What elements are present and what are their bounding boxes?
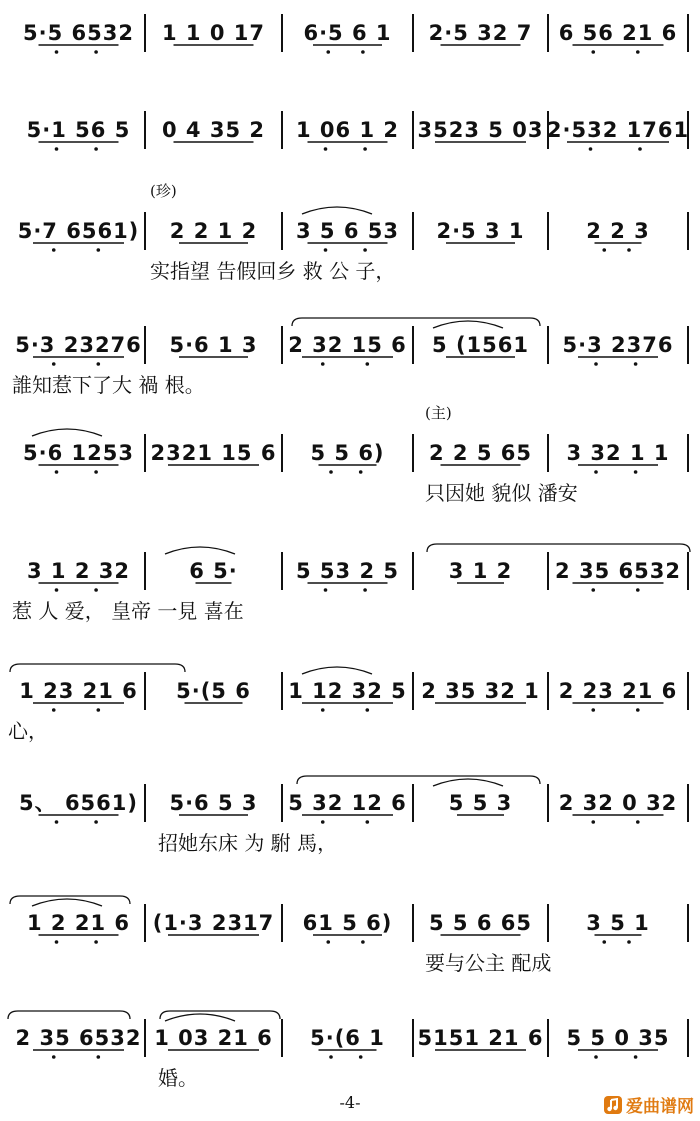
lyric-line: 誰知惹下了大 禍 根。 (12, 373, 205, 397)
octave-dot (636, 588, 640, 592)
octave-dot (591, 820, 595, 824)
octave-dot (55, 50, 59, 54)
measure-notes: 5·6 1 3 (169, 333, 258, 357)
octave-dot (97, 248, 101, 252)
octave-dot (366, 820, 370, 824)
measure-notes: 5·6 1253 (23, 441, 134, 465)
lyric-line: 实指望 告假回乡 救 公 子， (150, 259, 396, 283)
octave-dot (636, 708, 640, 712)
octave-dot (97, 362, 101, 366)
octave-dot (591, 588, 595, 592)
octave-dot (627, 248, 631, 252)
octave-dot (94, 940, 98, 944)
measure-notes: 2 2 5 65 (429, 441, 532, 465)
slur-arc (433, 321, 503, 328)
slur-arc (165, 547, 235, 554)
measure-notes: 3 32 1 1 (566, 441, 670, 465)
measure-notes: 0 4 35 2 (162, 118, 265, 142)
octave-dot (321, 820, 325, 824)
measure-notes: 2 35 6532 (15, 1026, 142, 1050)
measure-notes: 1 23 21 6 (19, 679, 138, 703)
octave-dot (359, 470, 363, 474)
octave-dot (591, 50, 595, 54)
octave-dot (366, 362, 370, 366)
measure-notes: 3523 5 03 (417, 118, 544, 142)
measure-notes: 2 32 0 32 (558, 791, 678, 815)
octave-dot (52, 248, 56, 252)
slur-arc (32, 899, 102, 906)
octave-dot (627, 940, 631, 944)
octave-dot (602, 248, 606, 252)
measure-notes: 2 35 32 1 (421, 679, 540, 703)
measure-notes: 2 35 6532 (555, 559, 681, 583)
octave-dot (329, 1055, 333, 1059)
octave-dot (594, 362, 598, 366)
measure-notes: 5、 6561) (19, 791, 138, 815)
measure-notes: 2 2 3 (586, 219, 650, 243)
phrase-bracket (10, 896, 130, 904)
octave-dot (326, 940, 330, 944)
octave-dot (361, 940, 365, 944)
octave-dot (52, 362, 56, 366)
measure-notes: 1 06 1 2 (296, 118, 399, 142)
octave-dot (94, 588, 98, 592)
octave-dot (636, 50, 640, 54)
octave-dot (321, 708, 325, 712)
measure-notes: 5 5 3 (448, 791, 513, 815)
measure-notes: 5·5 6532 (23, 21, 134, 45)
lyric-line: 惹 人 爱， 皇帝 一見 喜在 (12, 599, 244, 623)
octave-dot (55, 940, 59, 944)
phrase-bracket (10, 664, 185, 672)
octave-dot (594, 470, 598, 474)
lyric-line: 心， (8, 719, 48, 743)
octave-dot (326, 50, 330, 54)
measure-notes: 5·(6 1 (310, 1026, 385, 1050)
role-marker: (主) (425, 404, 452, 422)
phrase-bracket (292, 318, 540, 326)
octave-dot (329, 470, 333, 474)
octave-dot (363, 248, 367, 252)
octave-dot (366, 708, 370, 712)
phrase-bracket (8, 1011, 130, 1019)
slur-arc (165, 1014, 235, 1021)
octave-dot (94, 820, 98, 824)
octave-dot (359, 1055, 363, 1059)
measure-notes: (1·3 2317 (152, 911, 275, 935)
octave-dot (634, 1055, 638, 1059)
note-logo-icon (603, 1095, 623, 1115)
measure-notes: 5·6 5 3 (169, 791, 258, 815)
octave-dot (55, 147, 59, 151)
octave-dot (94, 50, 98, 54)
measure-notes: 3 5 1 (586, 911, 650, 935)
measure-notes: 2·532 1761 (546, 118, 690, 142)
role-marker: (珍) (150, 182, 177, 200)
page-number: -4- (339, 1093, 361, 1112)
measure-notes: 2 32 15 6 (288, 333, 407, 357)
octave-dot (638, 147, 642, 151)
measure-notes: 2 2 1 2 (169, 219, 258, 243)
slur-arc (302, 667, 372, 674)
measure-notes: 5·(5 6 (176, 679, 251, 703)
octave-dot (589, 147, 593, 151)
lyric-line: 招她东床 为 駙 馬， (158, 831, 338, 855)
measure-notes: 2·5 3 1 (436, 219, 525, 243)
measure-notes: 61 5 6) (302, 911, 393, 935)
octave-dot (97, 708, 101, 712)
octave-dot (55, 470, 59, 474)
octave-dot (52, 1055, 56, 1059)
lyric-line: 只因她 貌似 潘安 (425, 481, 578, 505)
site-logo (603, 1092, 694, 1117)
measure-notes: 1 12 32 5 (288, 679, 407, 703)
measure-notes: 2 23 21 6 (558, 679, 678, 703)
measure-notes: 3 1 2 (448, 559, 513, 583)
octave-dot (97, 1055, 101, 1059)
measure-notes: 1 2 21 6 (27, 911, 130, 935)
measure-notes: 5151 21 6 (417, 1026, 544, 1050)
octave-dot (591, 708, 595, 712)
slur-arc (302, 207, 372, 214)
octave-dot (363, 147, 367, 151)
measure-notes: 5 5 6 65 (429, 911, 532, 935)
measure-notes: 3 1 2 32 (27, 559, 130, 583)
octave-dot (94, 470, 98, 474)
measure-notes: 5 5 0 35 (566, 1026, 670, 1050)
octave-dot (602, 940, 606, 944)
phrase-bracket (160, 1011, 280, 1019)
phrase-bracket (427, 544, 690, 552)
octave-dot (321, 362, 325, 366)
octave-dot (636, 820, 640, 824)
octave-dot (55, 820, 59, 824)
octave-dot (594, 1055, 598, 1059)
octave-dot (324, 147, 328, 151)
octave-dot (324, 248, 328, 252)
octave-dot (363, 588, 367, 592)
logo-text: 爱曲谱网 (626, 1097, 694, 1117)
octave-dot (361, 50, 365, 54)
measure-notes: 5 53 2 5 (296, 559, 399, 583)
measure-notes: 2321 15 6 (150, 441, 277, 465)
measure-notes: 5·1 56 5 (26, 118, 131, 142)
measure-notes: 5 5 6) (310, 441, 385, 465)
measure-notes: 3 5 6 53 (296, 219, 399, 243)
octave-dot (94, 147, 98, 151)
octave-dot (634, 362, 638, 366)
octave-dot (55, 588, 59, 592)
measure-notes: 1 03 21 6 (154, 1026, 273, 1050)
measure-notes: 5 32 12 6 (288, 791, 407, 815)
slur-arc (433, 779, 503, 786)
octave-dot (52, 708, 56, 712)
octave-dot (634, 470, 638, 474)
measure-notes: 5 (1561 (432, 333, 529, 357)
measure-notes: 6·5 6 1 (303, 21, 392, 45)
measure-notes: 6 5· (189, 559, 238, 583)
octave-dot (324, 588, 328, 592)
lyric-line: 婚。 (158, 1066, 198, 1090)
measure-notes: 1 1 0 17 (162, 21, 265, 45)
measure-notes: 6 56 21 6 (558, 21, 678, 45)
lyric-line: 要与公主 配成 (425, 951, 552, 975)
measure-notes: 5·3 23276 (15, 333, 142, 357)
measure-notes: 5·3 2376 (562, 333, 674, 357)
slur-arc (32, 429, 102, 436)
measure-notes: 5·7 6561) (17, 219, 140, 243)
measure-notes: 2·5 32 7 (428, 21, 533, 45)
phrase-bracket (297, 776, 540, 784)
